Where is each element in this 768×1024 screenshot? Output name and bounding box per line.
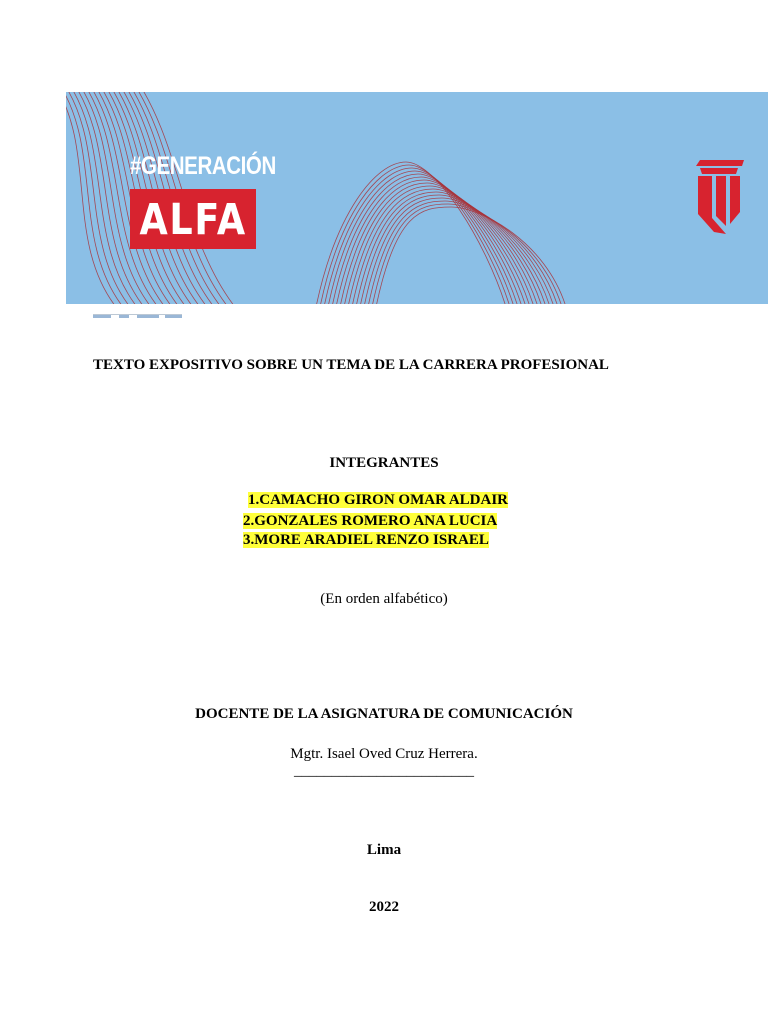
member-item xyxy=(243,513,497,530)
city-label: Lima xyxy=(366,842,402,858)
member-name: 2.GONZALES ROMERO ANA LUCIA xyxy=(243,513,498,529)
year-label: 2022 xyxy=(369,899,399,915)
banner-hashtag: #GENERACIÓN xyxy=(130,152,276,180)
member-name: 3.MORE ARADIEL RENZO ISRAEL xyxy=(243,532,489,548)
alfa-badge xyxy=(130,189,256,249)
image-caption-strip xyxy=(93,314,182,319)
member-name: 1.CAMACHO GIRON OMAR ALDAIR xyxy=(248,492,508,508)
members-heading: INTEGRANTES xyxy=(329,455,439,471)
header-banner xyxy=(66,92,768,304)
document-title: TEXTO EXPOSITIVO SOBRE UN TEMA DE LA CARRERA PROFESIONAL xyxy=(93,357,609,373)
teacher-name: Mgtr. Isael Oved Cruz Herrera. xyxy=(290,746,478,762)
alfa-badge-text: ALFA xyxy=(139,195,247,245)
signature-line: ________________________ xyxy=(294,763,474,779)
member-item xyxy=(248,492,508,509)
teacher-heading: DOCENTE DE LA ASIGNATURA DE COMUNICACIÓN xyxy=(195,706,573,722)
members-note: (En orden alfabético) xyxy=(320,591,448,607)
university-shield-logo-icon xyxy=(692,154,752,244)
member-item xyxy=(243,532,489,549)
